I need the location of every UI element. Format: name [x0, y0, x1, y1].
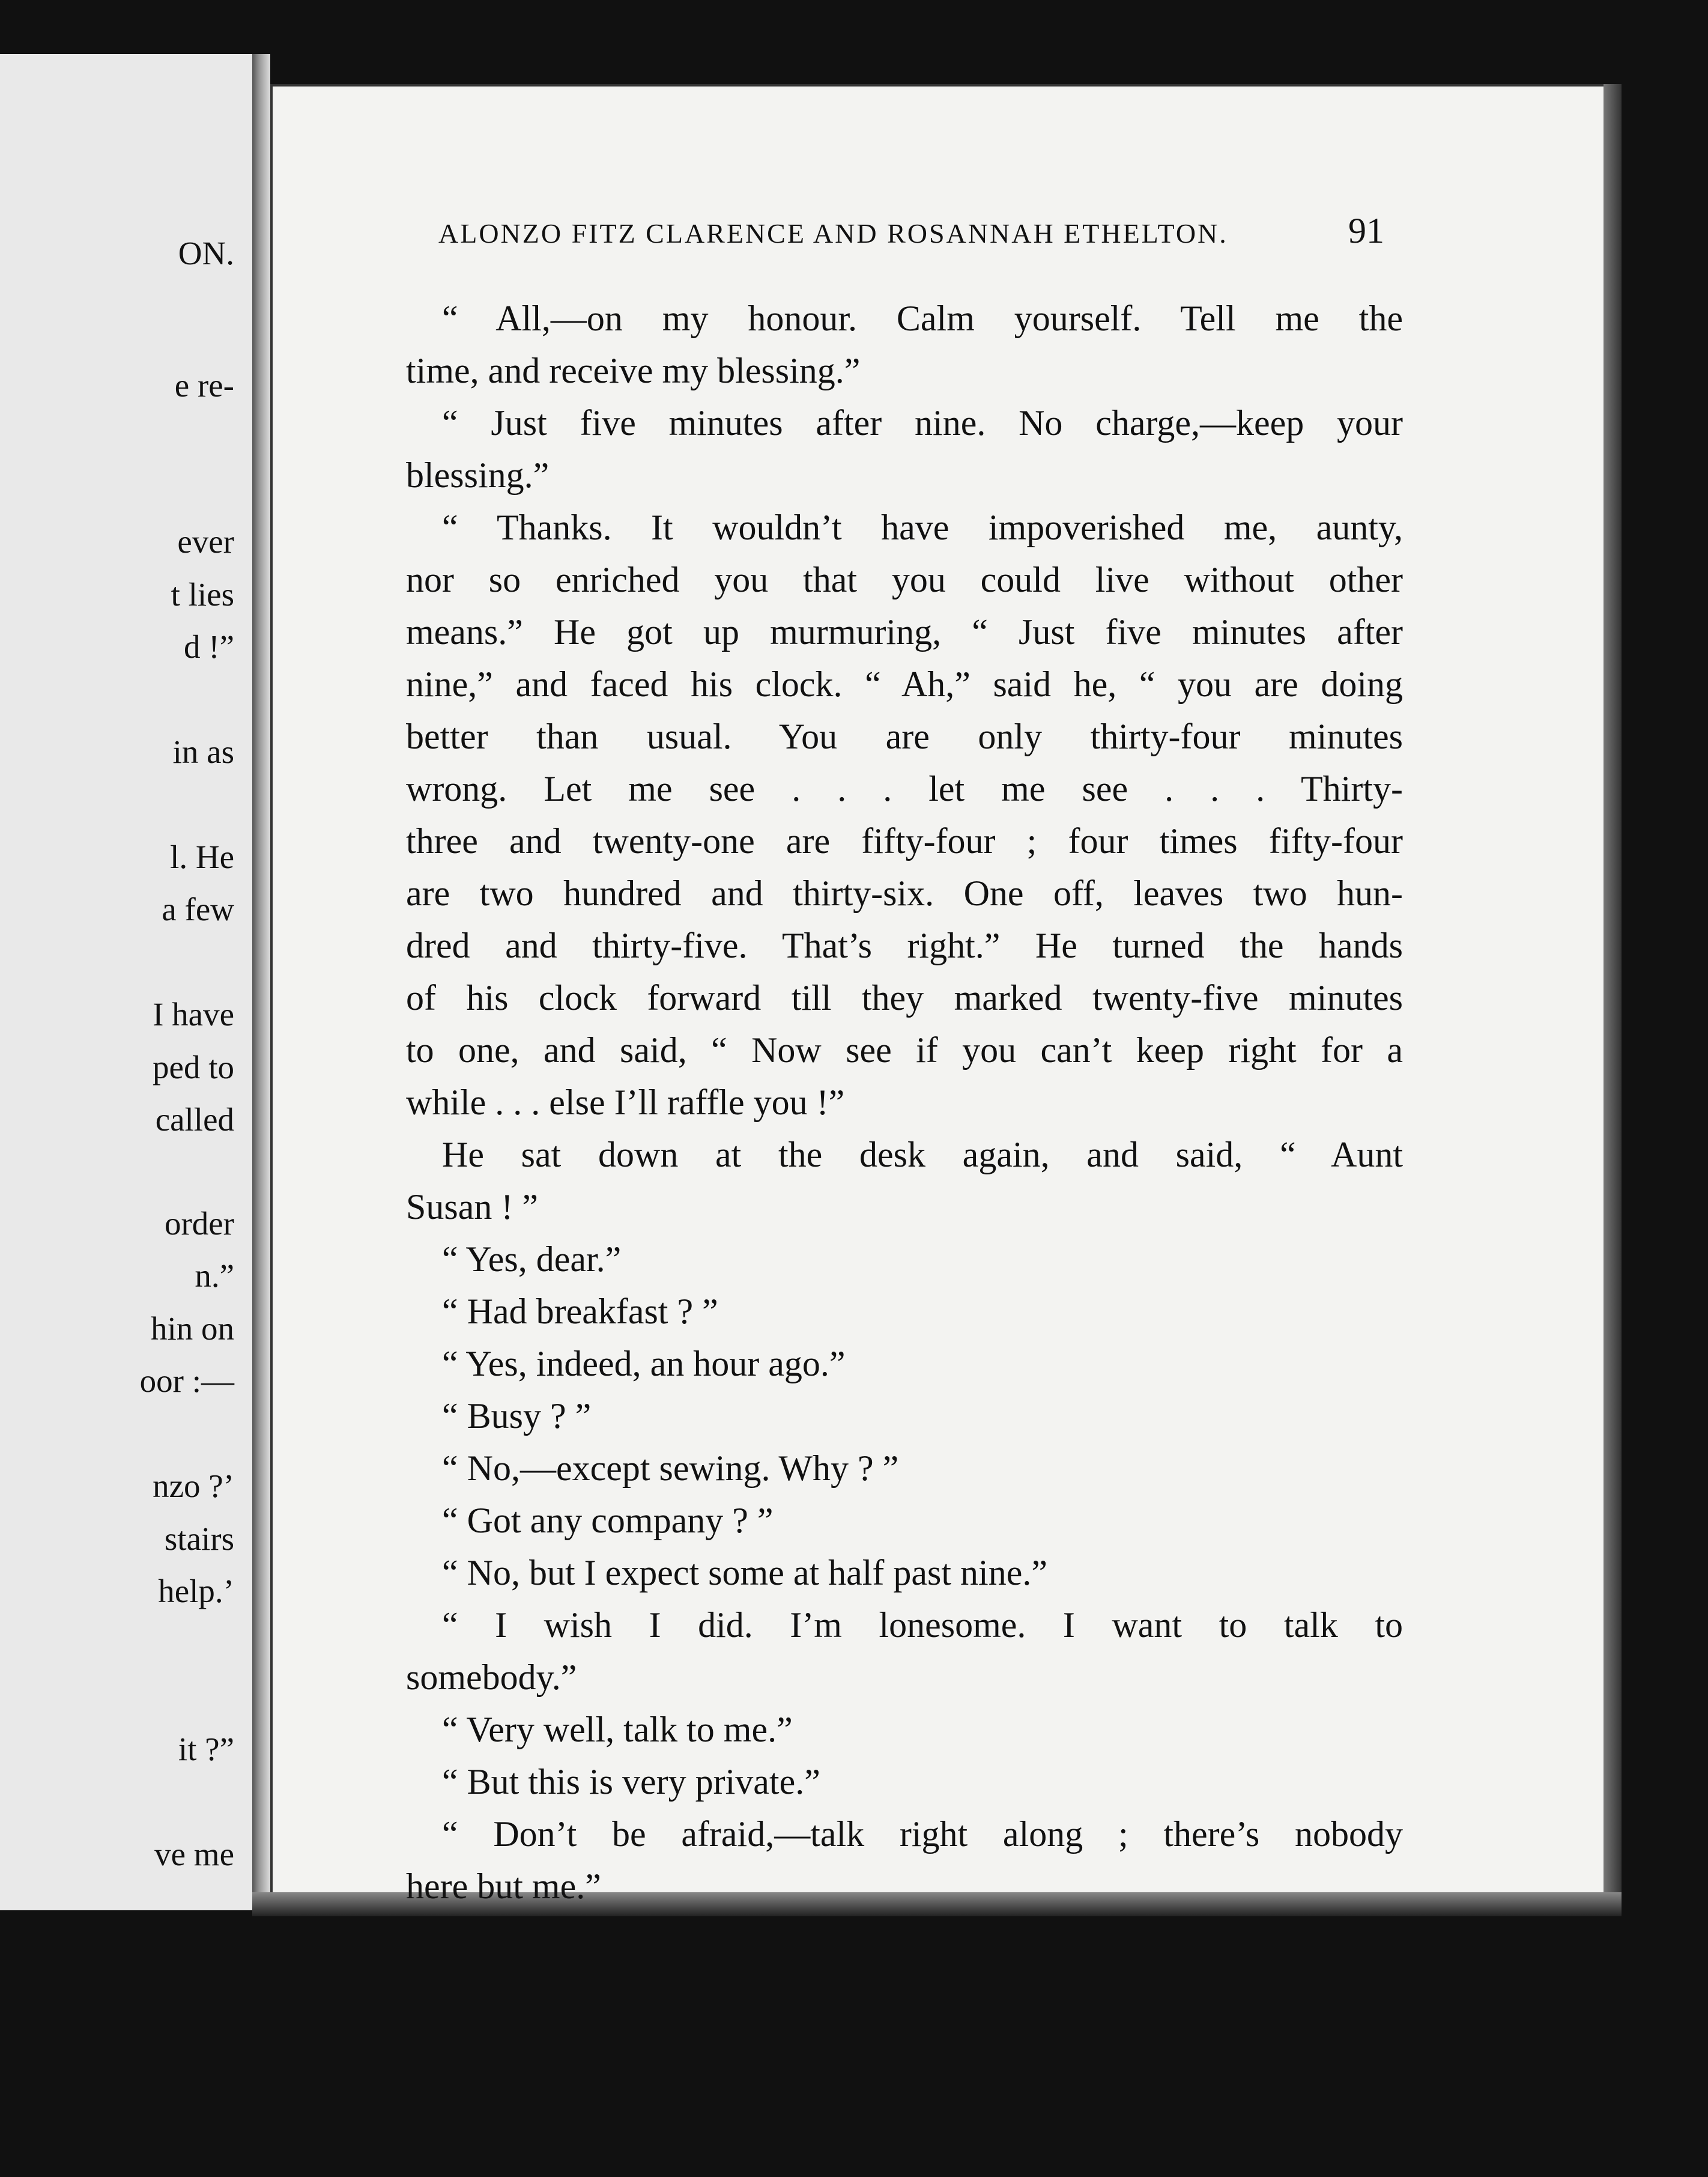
text-line: time, and receive my blessing.” — [406, 351, 861, 390]
left-page-fragment: order — [164, 1205, 234, 1242]
text-line: “ Very well, talk to me.” — [442, 1710, 793, 1749]
text-line: “ Thanks. It wouldn’t have impoverished me, aunty, — [442, 508, 1403, 547]
text-line: “ Had breakfast ? ” — [442, 1292, 718, 1331]
text-line: nor so enriched you that you could live without other — [406, 560, 1403, 600]
text-line: “ All,—on my honour. Calm yourself. Tell me the — [442, 299, 1403, 338]
left-page-fragment: called — [155, 1101, 234, 1138]
text-line: wrong. Let me see . . . let me see . . . Thirty- — [406, 769, 1403, 809]
text-line: dred and thirty-five. That’s right.” He turned the hands — [406, 926, 1403, 965]
left-page-fragment: ever — [177, 523, 234, 560]
text-line: “ Yes, indeed, an hour ago.” — [442, 1344, 846, 1383]
body-text — [406, 293, 1403, 1913]
text-line: to one, and said, “ Now see if you can’t keep right for a — [406, 1030, 1403, 1070]
book-spine — [252, 54, 270, 1910]
text-line: three and twenty-one are fifty-four ; four times fifty-four — [406, 821, 1403, 861]
text-line: means.” He got up murmuring, “ Just five minutes after — [406, 612, 1403, 652]
left-page-fragment: hin on — [150, 1310, 234, 1347]
text-line: while . . . else I’ll raffle you !” — [406, 1082, 845, 1122]
left-page-fragment: stairs — [164, 1520, 234, 1557]
page-edge-shadow — [1604, 84, 1622, 1892]
left-page-fragment: n.” — [195, 1257, 234, 1294]
text-line: nine,” and faced his clock. “ Ah,” said he, “ you are doing — [406, 664, 1403, 704]
text-line: “ I wish I did. I’m lonesome. I want to talk to — [442, 1605, 1403, 1645]
text-line: better than usual. You are only thirty-four minutes — [406, 717, 1403, 756]
text-line: “ But this is very private.” — [442, 1762, 820, 1802]
running-head: ALONZO FITZ CLARENCE AND ROSANNAH ETHELTON. — [438, 218, 1228, 249]
page-number: 91 — [1348, 211, 1384, 250]
left-page-fragment: it ?” — [178, 1731, 234, 1767]
left-page-fragment: e re- — [174, 367, 234, 404]
text-line: of his clock forward till they marked twenty-five minutes — [406, 978, 1403, 1018]
left-page-fragment: help.’ — [158, 1573, 234, 1609]
text-line: somebody.” — [406, 1657, 577, 1697]
left-page-fragment: ON. — [178, 235, 234, 272]
text-line: “ No, but I expect some at half past nine.” — [442, 1553, 1047, 1593]
text-line: are two hundred and thirty-six. One off, leaves two hun- — [406, 873, 1403, 913]
text-line: “ Got any company ? ” — [442, 1501, 774, 1540]
left-page-fragment: I have — [153, 996, 234, 1033]
text-line: “ Busy ? ” — [442, 1396, 592, 1436]
left-page-fragment: ped to — [153, 1049, 234, 1085]
left-page-fragment: ve me — [154, 1836, 234, 1872]
left-page-fragment: t lies — [171, 576, 234, 613]
left-page-fragment: oor :— — [139, 1362, 234, 1399]
left-page-fragment: d !” — [184, 628, 234, 665]
left-page-fragment: l. He — [170, 839, 234, 875]
text-line: “ Yes, dear.” — [442, 1239, 622, 1279]
text-line: here but me.” — [406, 1866, 601, 1906]
text-line: “ Don’t be afraid,—talk right along ; there’s nobody — [442, 1814, 1403, 1854]
text-line: Susan ! ” — [406, 1187, 538, 1227]
text-line: He sat down at the desk again, and said, “ Aunt — [442, 1135, 1403, 1174]
left-page-fragment: nzo ?’ — [153, 1468, 234, 1504]
text-line: “ No,—except sewing. Why ? ” — [442, 1448, 899, 1488]
left-page-fragment: a few — [162, 891, 234, 928]
left-page — [0, 54, 256, 1910]
text-line: “ Just five minutes after nine. No charge,—keep your — [442, 403, 1403, 443]
text-line: blessing.” — [406, 455, 550, 495]
left-page-fragment: in as — [172, 733, 234, 770]
